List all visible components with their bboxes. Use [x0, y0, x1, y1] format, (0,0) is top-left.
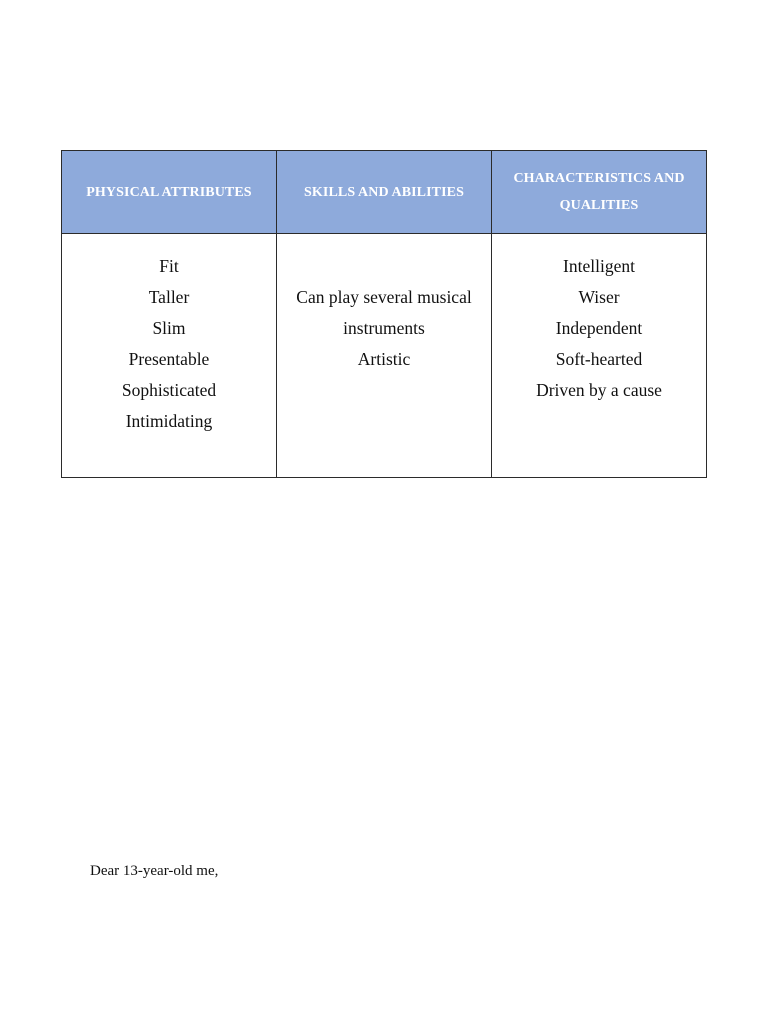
table-row [62, 234, 707, 478]
list-item: Slim [152, 318, 186, 338]
header-skills-and-abilities: SKILLS AND ABILITIES [277, 151, 492, 234]
list-item: instruments [343, 318, 425, 338]
list-item: Independent [555, 318, 643, 338]
list-item: Taller [148, 287, 190, 307]
list-item: Soft-hearted [555, 349, 643, 369]
table-header-row [62, 151, 707, 234]
list-item: Intelligent [563, 256, 635, 276]
list-item: Presentable [128, 349, 210, 369]
skills-and-abilities-cell [277, 234, 492, 478]
list-item: Fit [159, 256, 179, 276]
header-characteristics-and-qualities: CHARACTERISTICS AND QUALITIES [492, 151, 707, 234]
header-physical-attributes: PHYSICAL ATTRIBUTES [62, 151, 277, 234]
list-item: Driven by a cause [536, 380, 662, 400]
blank-line [285, 251, 483, 282]
letter-salutation: Dear 13-year-old me, [90, 863, 219, 879]
list-item: Can play several musical [296, 287, 472, 307]
list-item: Sophisticated [121, 380, 217, 400]
physical-attributes-cell [62, 234, 277, 478]
characteristics-and-qualities-cell [492, 234, 707, 478]
attributes-table [61, 150, 707, 478]
list-item: Artistic [357, 349, 411, 369]
list-item: Intimidating [125, 411, 213, 431]
list-item: Wiser [578, 287, 620, 307]
